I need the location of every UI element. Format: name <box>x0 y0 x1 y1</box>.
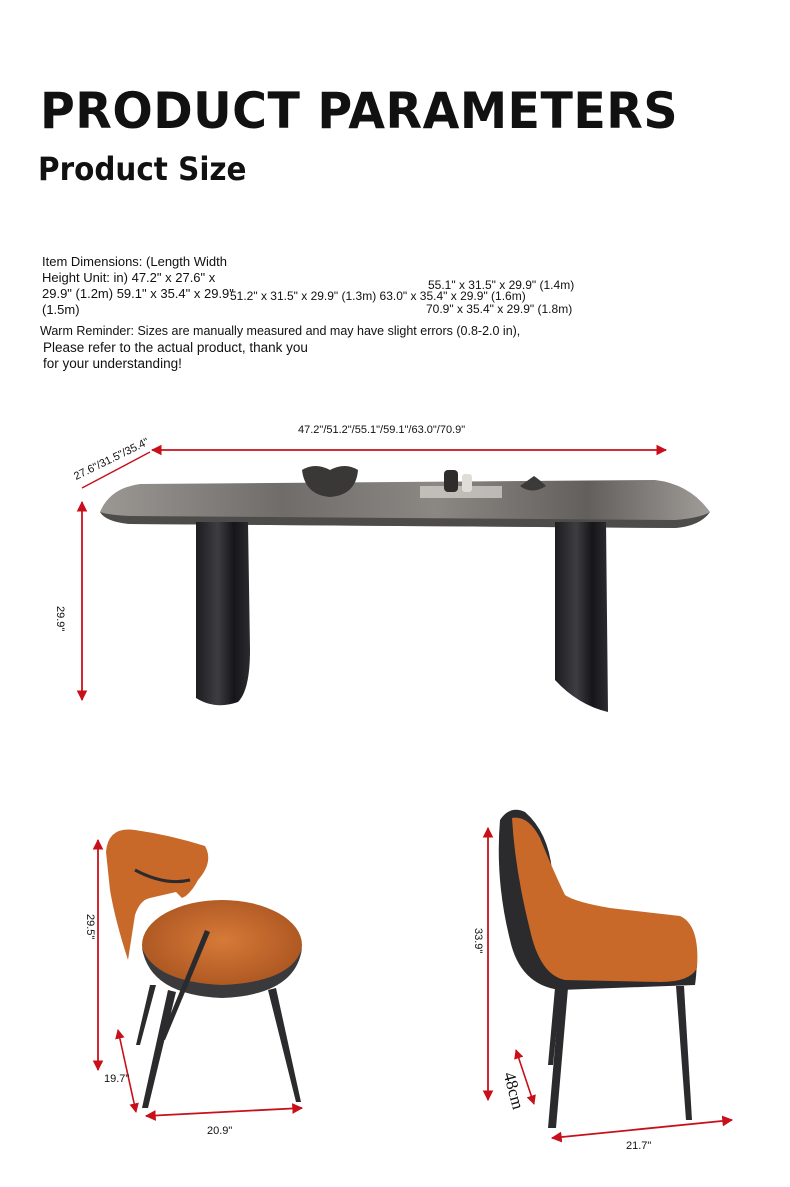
dimensions-mid: 51.2" x 31.5" x 29.9" (1.3m) 63.0" x 35.4" x 29.9" (1.6m) <box>230 289 526 303</box>
chair-left-width-label: 20.9" <box>207 1125 233 1137</box>
dimensions-right-bottom: 70.9" x 35.4" x 29.9" (1.8m) <box>426 302 573 316</box>
warm-reminder: Warm Reminder: Sizes are manually measured and may have slight errors (0.8-2.0 in), <box>40 324 521 338</box>
table-width-label: 27.6"/31.5"/35.4" <box>72 436 152 483</box>
chair-right-seat-label: 48cm <box>499 1070 528 1112</box>
dimensions-line-4: (1.5m) <box>42 302 80 317</box>
chair-left <box>106 829 302 1108</box>
chair-right-width-line <box>552 1120 732 1138</box>
table-length-label: 47.2"/51.2"/55.1"/59.1"/63.0"/70.9" <box>298 424 466 436</box>
chair-left-height-label: 29.5" <box>84 914 96 940</box>
chair-left-width-line <box>146 1108 302 1116</box>
table-height-label: 29.9" <box>54 606 66 632</box>
page-title: PRODUCT PARAMETERS <box>40 82 679 140</box>
dimensions-line-2: Height Unit: in) 47.2" x 27.6" x <box>42 270 216 285</box>
dimensions-right-top: 55.1" x 31.5" x 29.9" (1.4m) <box>428 278 575 292</box>
chair-left-depth-label: 19.7" <box>104 1073 130 1085</box>
warm-reminder-line-3: for your understanding! <box>43 356 182 371</box>
dining-table <box>100 466 710 712</box>
chair-right-height-label: 33.9" <box>472 928 484 954</box>
dimensions-line-1: Item Dimensions: (Length Width <box>42 254 227 269</box>
chair-right <box>499 810 698 1128</box>
chair-right-width-label: 21.7" <box>626 1140 652 1152</box>
chair-left-depth-line <box>118 1030 136 1112</box>
dimensions-line-3: 29.9" (1.2m) 59.1" x 35.4" x 29.9" <box>42 286 234 301</box>
warm-reminder-line-2: Please refer to the actual product, thank you <box>43 340 308 355</box>
section-title: Product Size <box>38 150 247 188</box>
